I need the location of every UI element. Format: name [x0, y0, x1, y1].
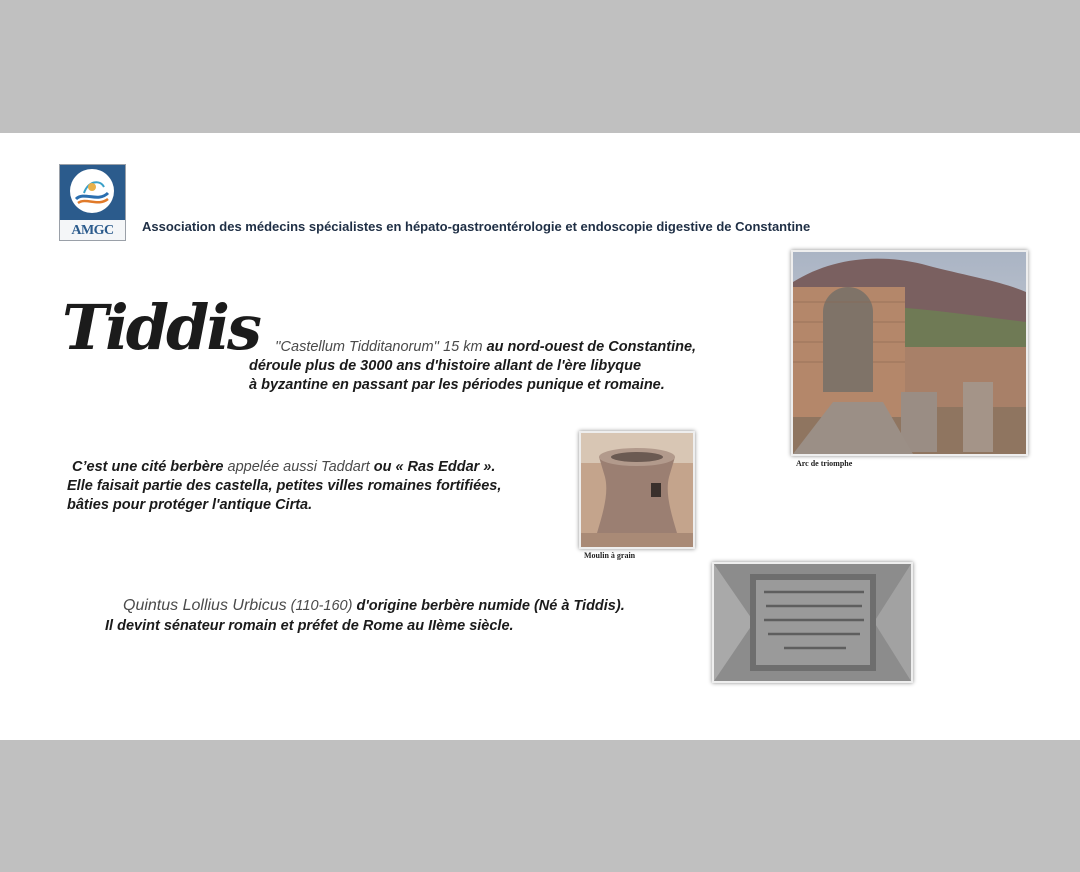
p3-line-1-rest: d'origine berbère numide (Né à Tiddis). [352, 598, 625, 614]
page-title: Tiddis [62, 291, 259, 364]
p3-dates: (110-160) [286, 598, 353, 614]
p2-line-1-c: ou « Ras Eddar ». [369, 459, 496, 475]
mill-caption: Moulin à grain [584, 551, 636, 560]
arch-caption: Arc de triomphe [796, 459, 853, 468]
urbicus-paragraph [105, 596, 725, 636]
association-name: Association des médecins spécialistes en hépato-gastroentérologie et endoscopie digestive de Constantine [142, 219, 811, 234]
p3-name: Quintus Lollius Urbicus [123, 597, 287, 614]
logo-emblem [60, 165, 125, 220]
intro-line-3: à byzantine en passant par les périodes punique et romaine. [249, 377, 665, 393]
logo-text: AMGC [71, 223, 114, 238]
p3-line-2: Il devint sénateur romain et préfet de Rome au IIème siècle. [105, 618, 514, 634]
slide [0, 133, 1080, 740]
p3-line-1 [105, 596, 725, 616]
p2-line-3: bâties pour protéger l'antique Cirta. [67, 497, 313, 513]
intro-line-2: déroule plus de 3000 ans d'histoire allant de l'ère libyque [249, 358, 642, 374]
intro-line-1 [249, 338, 779, 357]
intro-quote: ''Castellum Tidditanorum'' 15 km [275, 339, 483, 355]
logo-circle [70, 169, 114, 213]
berber-city-paragraph [67, 458, 567, 515]
inscription-photo [712, 562, 913, 683]
arch-photo [791, 250, 1028, 456]
p2-line-2: Elle faisait partie des castella, petites villes romaines fortifiées, [67, 478, 502, 494]
intro-paragraph [249, 338, 779, 395]
p2-line-1 [67, 458, 567, 477]
association-logo [59, 164, 126, 241]
p2-line-1-b: appelée aussi Taddart [227, 459, 370, 475]
intro-line-1-rest: au nord-ouest de Constantine, [482, 339, 697, 355]
p2-line-1-a: C’est une cité berbère [72, 459, 228, 475]
mill-photo [579, 431, 695, 549]
